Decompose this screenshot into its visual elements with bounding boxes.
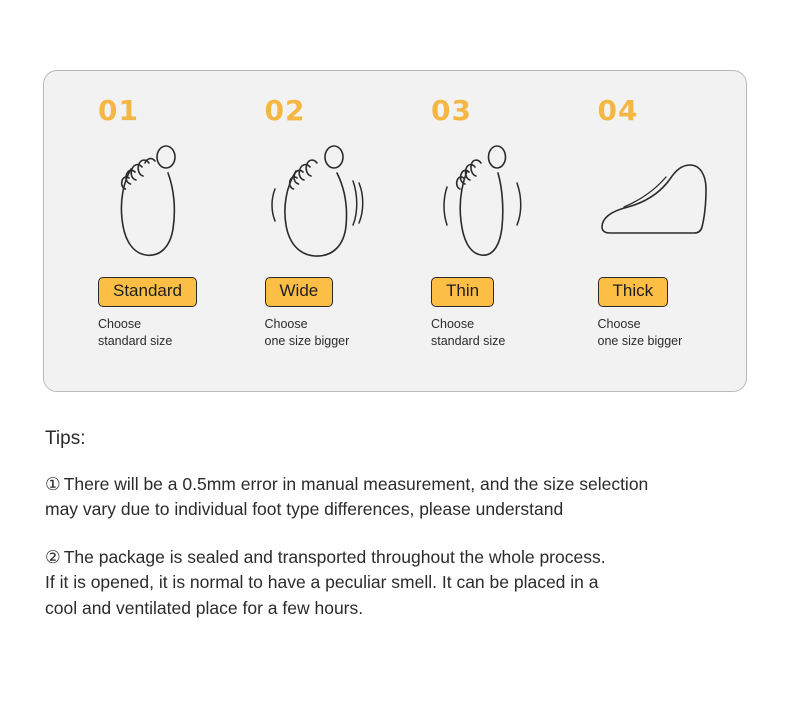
- advice-line-2: standard size: [431, 333, 506, 348]
- card-number: 04: [597, 94, 639, 127]
- advice-line-2: one size bigger: [597, 333, 683, 348]
- foot-standard-icon: [98, 131, 218, 271]
- foot-type-card-list: [44, 71, 746, 391]
- tip-item-1: [45, 472, 775, 523]
- advice-line-2: standard size: [98, 333, 173, 348]
- foot-type-card-wide: [229, 94, 396, 373]
- tip-2-line-2: If it is opened, it is normal to have a peculiar smell. It can be placed in a: [45, 572, 599, 593]
- tip-item-2: [45, 545, 775, 621]
- tip-marker-1: ①: [45, 474, 61, 494]
- foot-type-tag: Standard: [98, 277, 197, 307]
- tip-1-line-1: There will be a 0.5mm error in manual measurement, and the size selection: [63, 474, 649, 494]
- foot-type-advice: [431, 316, 505, 350]
- card-number: 02: [264, 94, 306, 127]
- foot-type-panel: [43, 70, 747, 392]
- foot-type-tag: Wide: [265, 277, 334, 307]
- tip-1-line-2: may vary due to individual foot type differences, please understand: [45, 499, 564, 520]
- card-number: 01: [98, 94, 139, 127]
- foot-thin-icon: [431, 131, 551, 271]
- foot-type-card-standard: [62, 94, 229, 373]
- foot-type-card-thick: [562, 94, 729, 373]
- tip-2-line-1: The package is sealed and transported throughout the whole process.: [63, 546, 606, 567]
- card-number: 03: [431, 94, 472, 127]
- foot-thick-side-icon: [598, 131, 718, 271]
- foot-type-tag: Thin: [431, 277, 494, 307]
- advice-line-2: one size bigger: [264, 333, 350, 348]
- advice-line-1: Choose: [431, 316, 475, 331]
- foot-type-advice: [598, 316, 683, 350]
- foot-type-advice: [265, 316, 350, 350]
- foot-type-card-thin: [395, 94, 562, 373]
- foot-wide-icon: [265, 131, 385, 271]
- tips-section: [45, 428, 775, 643]
- tip-2-line-3: cool and ventilated place for a few hours.: [45, 597, 364, 618]
- foot-type-advice: [98, 316, 172, 350]
- advice-line-1: Choose: [98, 316, 142, 331]
- tip-marker-2: ②: [45, 546, 61, 567]
- advice-line-1: Choose: [597, 316, 641, 331]
- advice-line-1: Choose: [264, 316, 308, 331]
- foot-type-tag: Thick: [598, 277, 669, 307]
- tips-title: Tips:: [45, 428, 86, 449]
